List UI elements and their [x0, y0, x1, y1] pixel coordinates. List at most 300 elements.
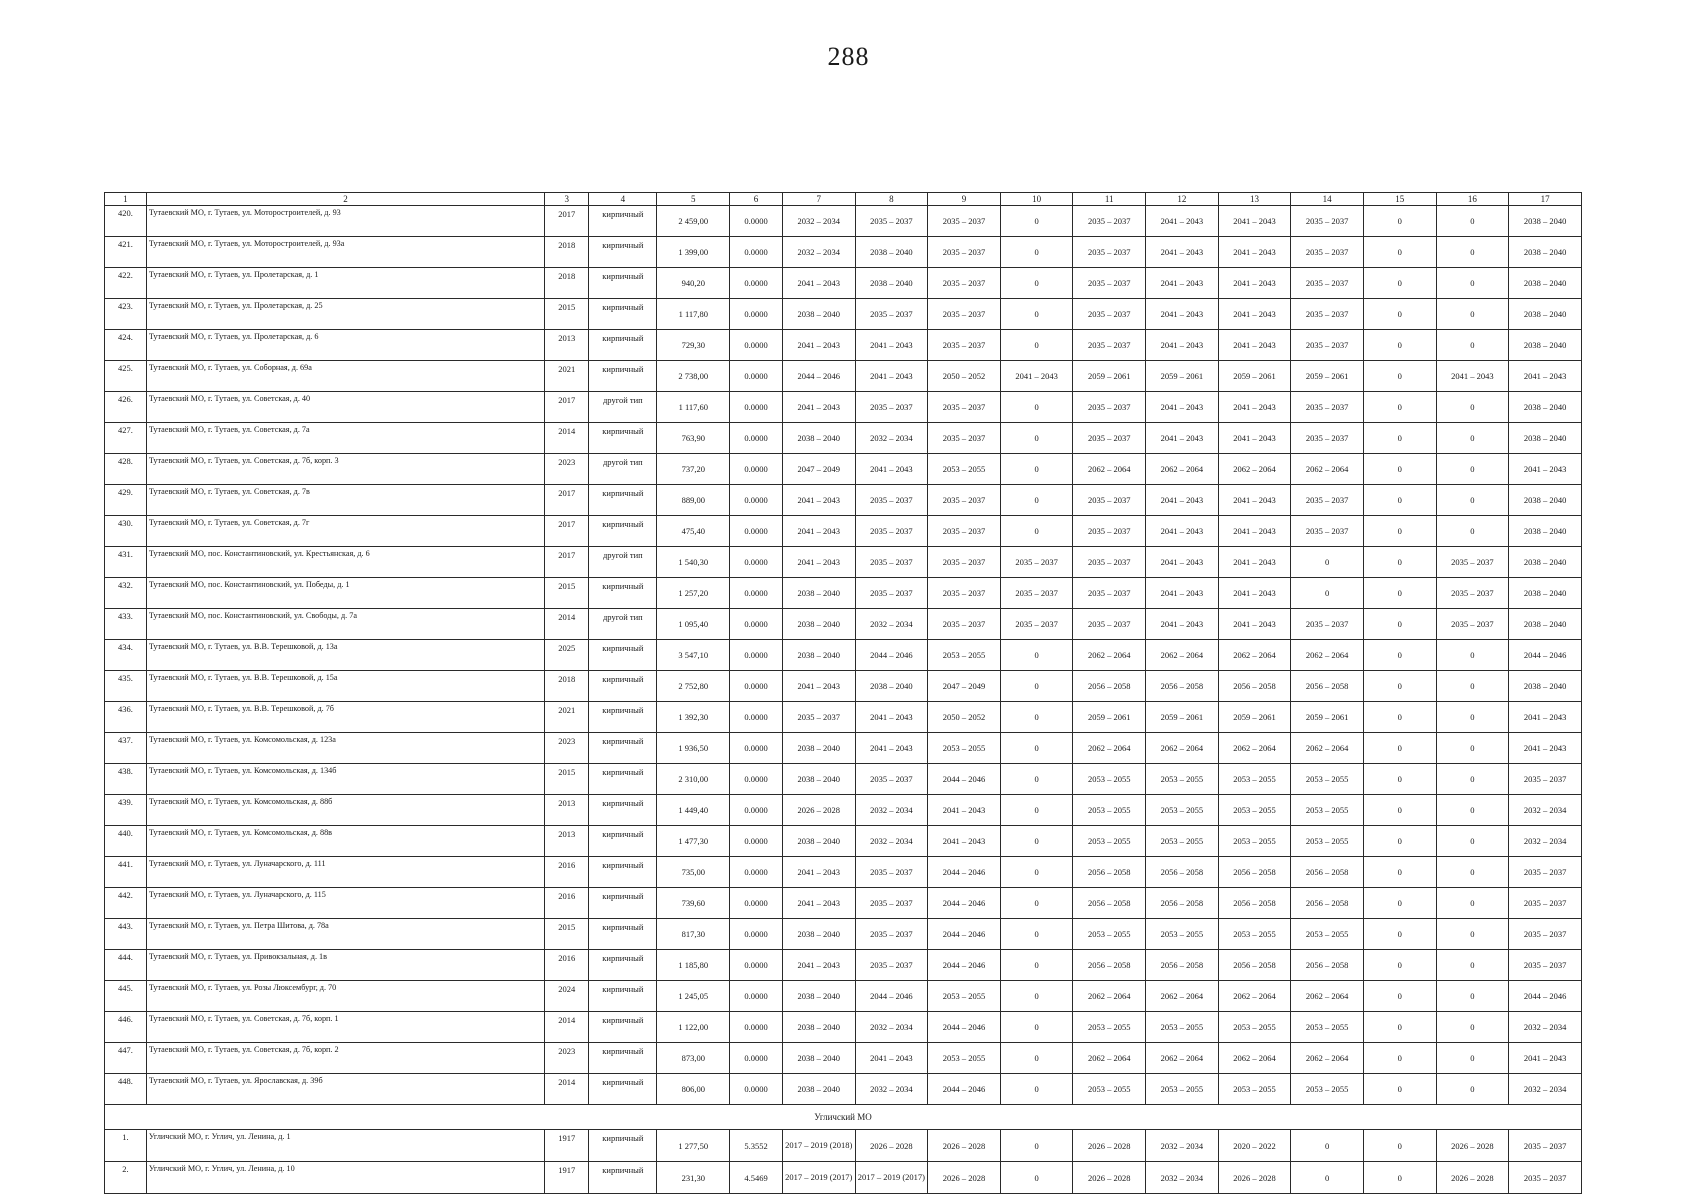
cell-address: Тутаевский МО, г. Тутаев, ул. Розы Люксембург, д. 70: [146, 981, 544, 1012]
cell-wear-factor: 0.0000: [730, 547, 783, 578]
cell-period-c9: 2035 – 2037: [928, 392, 1001, 423]
cell-period-c9: 2035 – 2037: [928, 516, 1001, 547]
cell-period-c15: 0: [1363, 733, 1436, 764]
cell-address: Тутаевский МО, г. Тутаев, ул. Комсомольская, д. 88в: [146, 826, 544, 857]
cell-row-number: 441.: [105, 857, 147, 888]
cell-period-c11: 2026 – 2028: [1073, 1162, 1146, 1194]
cell-area: 817,30: [657, 919, 730, 950]
table-row: [105, 299, 1582, 330]
cell-period-c14: 2062 – 2064: [1291, 981, 1364, 1012]
cell-wall-material: кирпичный: [589, 702, 657, 733]
cell-period-c9: 2035 – 2037: [928, 423, 1001, 454]
cell-period-c9: 2035 – 2037: [928, 268, 1001, 299]
table-row: [105, 640, 1582, 671]
cell-period-c8: 2032 – 2034: [855, 1012, 928, 1043]
cell-period-c13: 2053 – 2055: [1218, 919, 1291, 950]
cell-period-c10: 0: [1000, 1043, 1073, 1074]
column-header: 17: [1509, 193, 1582, 206]
cell-period-c14: 2056 – 2058: [1291, 671, 1364, 702]
cell-period-c17: 2038 – 2040: [1509, 516, 1582, 547]
cell-row-number: 433.: [105, 609, 147, 640]
cell-period-c17: 2041 – 2043: [1509, 1043, 1582, 1074]
cell-period-c11: 2056 – 2058: [1073, 857, 1146, 888]
cell-period-c16: 2026 – 2028: [1436, 1130, 1509, 1162]
cell-area: 737,20: [657, 454, 730, 485]
cell-period-c11: 2056 – 2058: [1073, 671, 1146, 702]
table-row: [105, 795, 1582, 826]
cell-year-built: 2015: [545, 578, 589, 609]
cell-period-c17: 2044 – 2046: [1509, 640, 1582, 671]
cell-period-c15: 0: [1363, 423, 1436, 454]
cell-period-c9: 2050 – 2052: [928, 361, 1001, 392]
cell-period-c16: 0: [1436, 206, 1509, 237]
cell-period-c12: 2053 – 2055: [1146, 826, 1219, 857]
cell-period-c15: 0: [1363, 609, 1436, 640]
cell-period-c12: 2041 – 2043: [1146, 578, 1219, 609]
cell-period-c7: 2038 – 2040: [782, 764, 855, 795]
cell-row-number: 428.: [105, 454, 147, 485]
cell-area: 1 277,50: [657, 1130, 730, 1162]
cell-period-c7: 2032 – 2034: [782, 206, 855, 237]
cell-period-c7: 2038 – 2040: [782, 1012, 855, 1043]
cell-period-c8: 2035 – 2037: [855, 485, 928, 516]
cell-row-number: 436.: [105, 702, 147, 733]
cell-period-c12: 2056 – 2058: [1146, 857, 1219, 888]
cell-period-c12: 2041 – 2043: [1146, 268, 1219, 299]
cell-period-c11: 2035 – 2037: [1073, 268, 1146, 299]
cell-period-c8: 2041 – 2043: [855, 702, 928, 733]
cell-period-c17: 2035 – 2037: [1509, 888, 1582, 919]
cell-row-number: 440.: [105, 826, 147, 857]
cell-period-c8: 2032 – 2034: [855, 795, 928, 826]
cell-wall-material: кирпичный: [589, 919, 657, 950]
cell-wear-factor: 0.0000: [730, 330, 783, 361]
cell-year-built: 2018: [545, 237, 589, 268]
cell-period-c16: 0: [1436, 671, 1509, 702]
cell-row-number: 445.: [105, 981, 147, 1012]
cell-period-c13: 2041 – 2043: [1218, 392, 1291, 423]
cell-year-built: 2015: [545, 919, 589, 950]
cell-period-c14: 2035 – 2037: [1291, 609, 1364, 640]
cell-period-c15: 0: [1363, 795, 1436, 826]
cell-period-c13: 2020 – 2022: [1218, 1130, 1291, 1162]
cell-period-c9: 2026 – 2028: [928, 1162, 1001, 1194]
cell-period-c13: 2056 – 2058: [1218, 888, 1291, 919]
cell-period-c7: 2041 – 2043: [782, 950, 855, 981]
table-row: [105, 547, 1582, 578]
cell-period-c16: 0: [1436, 795, 1509, 826]
cell-wall-material: кирпичный: [589, 1162, 657, 1194]
cell-period-c7: 2017 – 2019 (2017): [782, 1162, 855, 1194]
cell-address: Тутаевский МО, г. Тутаев, ул. Советская, д. 7б, корп. 3: [146, 454, 544, 485]
table-row: [105, 1130, 1582, 1162]
cell-wear-factor: 0.0000: [730, 1043, 783, 1074]
cell-year-built: 2013: [545, 826, 589, 857]
cell-period-c8: 2035 – 2037: [855, 299, 928, 330]
cell-period-c11: 2053 – 2055: [1073, 1074, 1146, 1105]
cell-year-built: 2017: [545, 516, 589, 547]
cell-period-c15: 0: [1363, 702, 1436, 733]
cell-period-c14: 0: [1291, 1162, 1364, 1194]
cell-period-c14: 2053 – 2055: [1291, 919, 1364, 950]
cell-period-c12: 2059 – 2061: [1146, 702, 1219, 733]
cell-period-c8: 2035 – 2037: [855, 764, 928, 795]
cell-period-c13: 2041 – 2043: [1218, 423, 1291, 454]
cell-period-c17: 2032 – 2034: [1509, 795, 1582, 826]
cell-wear-factor: 0.0000: [730, 485, 783, 516]
cell-address: Тутаевский МО, г. Тутаев, ул. Советская, д. 7а: [146, 423, 544, 454]
cell-period-c17: 2035 – 2037: [1509, 1130, 1582, 1162]
table-row: [105, 1012, 1582, 1043]
cell-address: Тутаевский МО, г. Тутаев, ул. Советская, д. 7б, корп. 2: [146, 1043, 544, 1074]
table-row: [105, 1162, 1582, 1194]
cell-year-built: 2017: [545, 392, 589, 423]
cell-wear-factor: 0.0000: [730, 733, 783, 764]
cell-wall-material: другой тип: [589, 392, 657, 423]
cell-area: 1 399,00: [657, 237, 730, 268]
cell-period-c12: 2041 – 2043: [1146, 392, 1219, 423]
cell-year-built: 2021: [545, 361, 589, 392]
cell-period-c16: 0: [1436, 981, 1509, 1012]
cell-period-c15: 0: [1363, 888, 1436, 919]
cell-period-c13: 2056 – 2058: [1218, 950, 1291, 981]
page-number: 288: [827, 42, 870, 71]
cell-wear-factor: 0.0000: [730, 454, 783, 485]
cell-period-c15: 0: [1363, 1043, 1436, 1074]
column-header: 8: [855, 193, 928, 206]
cell-period-c14: 2059 – 2061: [1291, 702, 1364, 733]
cell-period-c9: 2053 – 2055: [928, 640, 1001, 671]
cell-period-c7: 2017 – 2019 (2018): [782, 1130, 855, 1162]
cell-area: 735,00: [657, 857, 730, 888]
cell-wall-material: кирпичный: [589, 671, 657, 702]
cell-period-c15: 0: [1363, 1012, 1436, 1043]
cell-period-c11: 2062 – 2064: [1073, 981, 1146, 1012]
cell-period-c16: 2026 – 2028: [1436, 1162, 1509, 1194]
cell-wear-factor: 0.0000: [730, 1074, 783, 1105]
cell-period-c9: 2035 – 2037: [928, 578, 1001, 609]
cell-period-c8: 2035 – 2037: [855, 857, 928, 888]
cell-period-c17: 2035 – 2037: [1509, 1162, 1582, 1194]
cell-row-number: 447.: [105, 1043, 147, 1074]
cell-period-c15: 0: [1363, 330, 1436, 361]
table-row: [105, 454, 1582, 485]
cell-period-c11: 2062 – 2064: [1073, 454, 1146, 485]
cell-period-c11: 2059 – 2061: [1073, 361, 1146, 392]
cell-period-c11: 2062 – 2064: [1073, 733, 1146, 764]
cell-period-c17: 2041 – 2043: [1509, 454, 1582, 485]
cell-period-c10: 2035 – 2037: [1000, 578, 1073, 609]
cell-period-c10: 2035 – 2037: [1000, 609, 1073, 640]
cell-period-c15: 0: [1363, 206, 1436, 237]
column-header-row: [105, 193, 1582, 206]
cell-period-c9: 2053 – 2055: [928, 981, 1001, 1012]
cell-wear-factor: 0.0000: [730, 268, 783, 299]
cell-wall-material: кирпичный: [589, 795, 657, 826]
cell-period-c14: 2035 – 2037: [1291, 299, 1364, 330]
cell-wall-material: кирпичный: [589, 485, 657, 516]
cell-period-c9: 2044 – 2046: [928, 919, 1001, 950]
cell-period-c15: 0: [1363, 671, 1436, 702]
cell-wall-material: кирпичный: [589, 1043, 657, 1074]
cell-period-c8: 2035 – 2037: [855, 950, 928, 981]
cell-period-c14: 0: [1291, 1130, 1364, 1162]
cell-period-c10: 2041 – 2043: [1000, 361, 1073, 392]
cell-area: 1 122,00: [657, 1012, 730, 1043]
cell-period-c8: 2044 – 2046: [855, 640, 928, 671]
cell-period-c17: 2038 – 2040: [1509, 206, 1582, 237]
cell-period-c12: 2041 – 2043: [1146, 330, 1219, 361]
cell-period-c15: 0: [1363, 919, 1436, 950]
cell-area: 806,00: [657, 1074, 730, 1105]
cell-wear-factor: 0.0000: [730, 919, 783, 950]
cell-area: 739,60: [657, 888, 730, 919]
cell-period-c11: 2035 – 2037: [1073, 516, 1146, 547]
cell-period-c16: 0: [1436, 237, 1509, 268]
cell-period-c7: 2038 – 2040: [782, 919, 855, 950]
cell-period-c7: 2041 – 2043: [782, 392, 855, 423]
cell-row-number: 424.: [105, 330, 147, 361]
cell-period-c17: 2038 – 2040: [1509, 485, 1582, 516]
cell-address: Тутаевский МО, г. Тутаев, ул. В.В. Терешковой, д. 7б: [146, 702, 544, 733]
section-row: [105, 1105, 1582, 1130]
cell-wall-material: кирпичный: [589, 299, 657, 330]
cell-period-c11: 2035 – 2037: [1073, 330, 1146, 361]
cell-period-c14: 2035 – 2037: [1291, 392, 1364, 423]
cell-period-c16: 0: [1436, 857, 1509, 888]
cell-period-c16: 0: [1436, 268, 1509, 299]
cell-wear-factor: 0.0000: [730, 516, 783, 547]
cell-period-c7: 2038 – 2040: [782, 1074, 855, 1105]
cell-period-c9: 2035 – 2037: [928, 237, 1001, 268]
cell-wall-material: кирпичный: [589, 1130, 657, 1162]
cell-period-c15: 0: [1363, 578, 1436, 609]
cell-period-c7: 2026 – 2028: [782, 795, 855, 826]
cell-period-c11: 2053 – 2055: [1073, 826, 1146, 857]
cell-period-c14: 2035 – 2037: [1291, 268, 1364, 299]
cell-wear-factor: 0.0000: [730, 609, 783, 640]
cell-address: Тутаевский МО, г. Тутаев, ул. Луначарского, д. 111: [146, 857, 544, 888]
table-row: [105, 981, 1582, 1012]
cell-period-c13: 2041 – 2043: [1218, 237, 1291, 268]
column-header: 5: [657, 193, 730, 206]
cell-row-number: 435.: [105, 671, 147, 702]
cell-period-c13: 2041 – 2043: [1218, 578, 1291, 609]
cell-period-c11: 2062 – 2064: [1073, 640, 1146, 671]
cell-period-c14: 2056 – 2058: [1291, 857, 1364, 888]
cell-wall-material: кирпичный: [589, 826, 657, 857]
cell-address: Тутаевский МО, г. Тутаев, ул. Привокзальная, д. 1в: [146, 950, 544, 981]
cell-area: 3 547,10: [657, 640, 730, 671]
cell-period-c13: 2062 – 2064: [1218, 981, 1291, 1012]
cell-row-number: 437.: [105, 733, 147, 764]
cell-period-c10: 0: [1000, 268, 1073, 299]
cell-year-built: 2017: [545, 206, 589, 237]
cell-period-c17: 2041 – 2043: [1509, 361, 1582, 392]
cell-period-c16: 2041 – 2043: [1436, 361, 1509, 392]
cell-wall-material: кирпичный: [589, 640, 657, 671]
cell-period-c17: 2041 – 2043: [1509, 733, 1582, 764]
cell-wear-factor: 0.0000: [730, 671, 783, 702]
cell-period-c7: 2044 – 2046: [782, 361, 855, 392]
cell-period-c7: 2035 – 2037: [782, 702, 855, 733]
cell-period-c9: 2026 – 2028: [928, 1130, 1001, 1162]
cell-period-c9: 2044 – 2046: [928, 950, 1001, 981]
cell-period-c17: 2038 – 2040: [1509, 299, 1582, 330]
cell-period-c17: 2038 – 2040: [1509, 330, 1582, 361]
cell-wall-material: кирпичный: [589, 1012, 657, 1043]
cell-period-c10: 0: [1000, 454, 1073, 485]
cell-row-number: 426.: [105, 392, 147, 423]
cell-period-c12: 2056 – 2058: [1146, 671, 1219, 702]
cell-period-c10: 0: [1000, 764, 1073, 795]
cell-period-c12: 2062 – 2064: [1146, 981, 1219, 1012]
cell-period-c10: 0: [1000, 485, 1073, 516]
cell-period-c14: 0: [1291, 578, 1364, 609]
cell-period-c15: 0: [1363, 950, 1436, 981]
cell-area: 940,20: [657, 268, 730, 299]
cell-period-c12: 2053 – 2055: [1146, 764, 1219, 795]
cell-wall-material: другой тип: [589, 454, 657, 485]
cell-period-c10: 0: [1000, 733, 1073, 764]
cell-period-c11: 2053 – 2055: [1073, 919, 1146, 950]
cell-period-c8: 2041 – 2043: [855, 454, 928, 485]
cell-period-c10: 0: [1000, 888, 1073, 919]
cell-row-number: 432.: [105, 578, 147, 609]
cell-wall-material: кирпичный: [589, 733, 657, 764]
cell-address: Тутаевский МО, г. Тутаев, ул. Пролетарская, д. 1: [146, 268, 544, 299]
cell-address: Тутаевский МО, г. Тутаев, ул. Советская, д. 7в: [146, 485, 544, 516]
cell-period-c15: 0: [1363, 516, 1436, 547]
cell-period-c12: 2041 – 2043: [1146, 299, 1219, 330]
column-header: 2: [146, 193, 544, 206]
cell-area: 889,00: [657, 485, 730, 516]
cell-period-c14: 2035 – 2037: [1291, 485, 1364, 516]
cell-period-c10: 0: [1000, 671, 1073, 702]
cell-wall-material: кирпичный: [589, 516, 657, 547]
column-header: 9: [928, 193, 1001, 206]
cell-period-c10: 0: [1000, 826, 1073, 857]
cell-wall-material: кирпичный: [589, 237, 657, 268]
cell-area: 475,40: [657, 516, 730, 547]
cell-address: Тутаевский МО, г. Тутаев, ул. Советская, д. 7б, корп. 1: [146, 1012, 544, 1043]
cell-year-built: 2015: [545, 299, 589, 330]
table-row: [105, 485, 1582, 516]
cell-period-c11: 2035 – 2037: [1073, 547, 1146, 578]
table-body: [105, 193, 1582, 1194]
cell-period-c7: 2041 – 2043: [782, 547, 855, 578]
cell-period-c17: 2035 – 2037: [1509, 857, 1582, 888]
cell-area: 1 117,60: [657, 392, 730, 423]
cell-period-c10: 0: [1000, 795, 1073, 826]
cell-row-number: 444.: [105, 950, 147, 981]
cell-period-c13: 2062 – 2064: [1218, 733, 1291, 764]
cell-wall-material: кирпичный: [589, 857, 657, 888]
table-row: [105, 578, 1582, 609]
cell-year-built: 2014: [545, 423, 589, 454]
cell-period-c15: 0: [1363, 826, 1436, 857]
cell-wear-factor: 0.0000: [730, 826, 783, 857]
cell-period-c15: 0: [1363, 237, 1436, 268]
cell-period-c12: 2053 – 2055: [1146, 1012, 1219, 1043]
cell-year-built: 2016: [545, 857, 589, 888]
cell-year-built: 2021: [545, 702, 589, 733]
cell-period-c15: 0: [1363, 640, 1436, 671]
cell-wear-factor: 0.0000: [730, 237, 783, 268]
cell-period-c9: 2035 – 2037: [928, 206, 1001, 237]
cell-area: 1 392,30: [657, 702, 730, 733]
cell-year-built: 1917: [545, 1130, 589, 1162]
cell-period-c15: 0: [1363, 547, 1436, 578]
cell-period-c9: 2053 – 2055: [928, 1043, 1001, 1074]
column-header: 10: [1000, 193, 1073, 206]
cell-period-c15: 0: [1363, 268, 1436, 299]
cell-area: 2 738,00: [657, 361, 730, 392]
cell-row-number: 427.: [105, 423, 147, 454]
table-row: [105, 826, 1582, 857]
cell-period-c14: 2062 – 2064: [1291, 733, 1364, 764]
cell-period-c8: 2041 – 2043: [855, 733, 928, 764]
cell-period-c12: 2062 – 2064: [1146, 1043, 1219, 1074]
column-header: 14: [1291, 193, 1364, 206]
cell-area: 1 095,40: [657, 609, 730, 640]
column-header: 4: [589, 193, 657, 206]
cell-period-c11: 2056 – 2058: [1073, 888, 1146, 919]
cell-period-c14: 2035 – 2037: [1291, 423, 1364, 454]
cell-period-c13: 2053 – 2055: [1218, 764, 1291, 795]
cell-period-c7: 2038 – 2040: [782, 981, 855, 1012]
column-header: 1: [105, 193, 147, 206]
cell-period-c16: 0: [1436, 454, 1509, 485]
cell-period-c10: 0: [1000, 640, 1073, 671]
cell-period-c10: 0: [1000, 330, 1073, 361]
cell-period-c7: 2041 – 2043: [782, 857, 855, 888]
cell-wall-material: кирпичный: [589, 578, 657, 609]
cell-year-built: 2014: [545, 1012, 589, 1043]
table-row: [105, 392, 1582, 423]
cell-wall-material: кирпичный: [589, 950, 657, 981]
cell-year-built: 1917: [545, 1162, 589, 1194]
cell-period-c17: 2038 – 2040: [1509, 237, 1582, 268]
section-title: Угличский МО: [105, 1105, 1582, 1130]
cell-period-c12: 2032 – 2034: [1146, 1162, 1219, 1194]
table-row: [105, 764, 1582, 795]
cell-period-c16: 0: [1436, 1012, 1509, 1043]
cell-year-built: 2013: [545, 795, 589, 826]
cell-period-c16: 0: [1436, 330, 1509, 361]
cell-period-c11: 2056 – 2058: [1073, 950, 1146, 981]
cell-period-c17: 2041 – 2043: [1509, 702, 1582, 733]
cell-period-c10: 0: [1000, 702, 1073, 733]
table-row: [105, 330, 1582, 361]
cell-period-c16: 0: [1436, 423, 1509, 454]
cell-address: Тутаевский МО, пос. Константиновский, ул. Победы, д. 1: [146, 578, 544, 609]
cell-period-c15: 0: [1363, 981, 1436, 1012]
cell-period-c10: 0: [1000, 1012, 1073, 1043]
cell-period-c8: 2041 – 2043: [855, 361, 928, 392]
cell-period-c15: 0: [1363, 1162, 1436, 1194]
cell-period-c10: 0: [1000, 950, 1073, 981]
cell-year-built: 2016: [545, 950, 589, 981]
cell-area: 1 936,50: [657, 733, 730, 764]
cell-wall-material: другой тип: [589, 609, 657, 640]
cell-period-c11: 2035 – 2037: [1073, 485, 1146, 516]
cell-row-number: 421.: [105, 237, 147, 268]
cell-period-c16: 0: [1436, 826, 1509, 857]
cell-period-c13: 2041 – 2043: [1218, 547, 1291, 578]
table-row: [105, 268, 1582, 299]
cell-period-c14: 2035 – 2037: [1291, 330, 1364, 361]
